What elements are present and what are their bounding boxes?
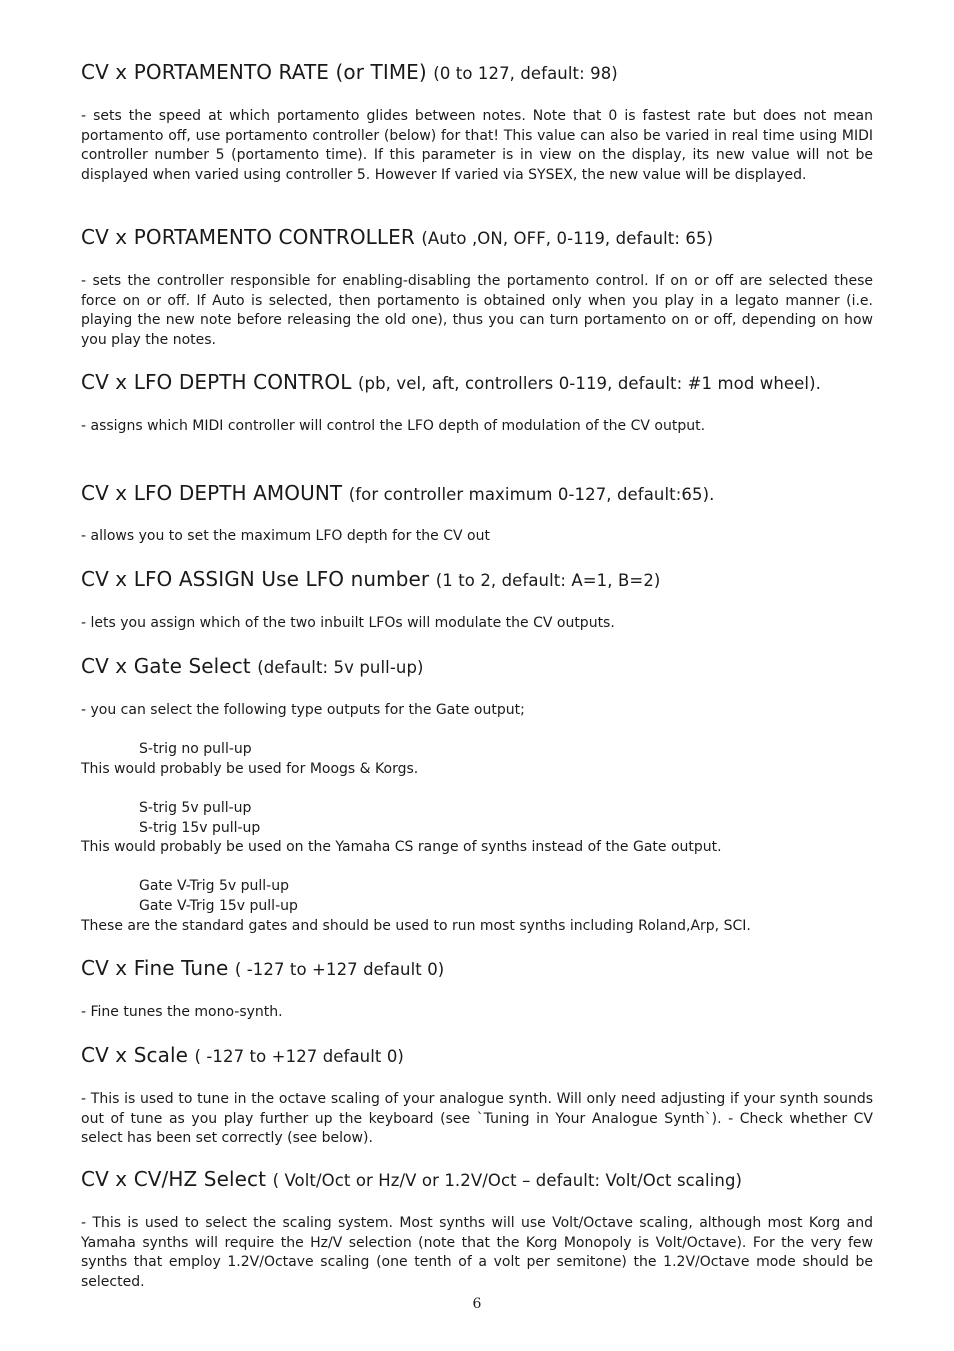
heading-title: CV x Gate Select <box>81 654 251 678</box>
gate-option: S-trig 15v pull-up <box>139 819 261 836</box>
heading-range: ( Volt/Oct or Hz/V or 1.2V/Oct – default: Volt/Oct scaling) <box>272 1171 743 1190</box>
section-body: - This is used to tune in the octave scaling of your analogue synth. Will only need adjusting if your synth sounds out of tune as you play further up the keyboard (see `Tuning in Your Analogue Synth`). - Check whether CV select has been set correctly (see below). <box>81 1091 873 1147</box>
section-lfo-depth-amount <box>81 481 873 547</box>
section-heading <box>81 481 873 507</box>
section-portamento-controller <box>81 225 873 350</box>
gate-option: S-trig 5v pull-up <box>139 799 252 816</box>
section-body: - This is used to select the scaling system. Most synths will use Volt/Octave scaling, although most Korg and Yamaha synths will require the Hz/V selection (note that the Korg Monopoly is Volt/Octave). For the very few synths that employ 1.2V/Octave scaling (one tenth of a volt per semitone) the 1.2V/Octave mode should be selected. <box>81 1215 873 1290</box>
heading-range: ( -127 to +127 default 0) <box>194 1047 404 1066</box>
gate-option-note: This would probably be used on the Yamaha CS range of synths instead of the Gate output. <box>81 839 722 856</box>
heading-title: CV x PORTAMENTO CONTROLLER <box>81 225 415 249</box>
section-heading <box>81 225 873 251</box>
section-heading <box>81 654 873 680</box>
page-number: 6 <box>472 1296 482 1312</box>
heading-range: (default: 5v pull-up) <box>257 658 424 677</box>
heading-range: (0 to 127, default: 98) <box>433 64 618 83</box>
heading-title: CV x Fine Tune <box>81 956 229 980</box>
heading-range: ( -127 to +127 default 0) <box>234 960 445 979</box>
heading-range: (pb, vel, aft, controllers 0-119, default: #1 mod wheel). <box>358 374 821 393</box>
heading-title: CV x LFO DEPTH AMOUNT <box>81 481 343 505</box>
gate-option: Gate V-Trig 5v pull-up <box>139 878 289 895</box>
heading-range: (1 to 2, default: A=1, B=2) <box>435 571 661 590</box>
section-lfo-assign <box>81 567 873 634</box>
section-body: - Fine tunes the mono-synth. <box>81 1004 283 1020</box>
section-heading <box>81 1043 873 1069</box>
gate-option-group <box>81 877 873 936</box>
gate-option: S-trig no pull-up <box>139 741 252 758</box>
heading-range: (for controller maximum 0-127, default:65). <box>348 485 715 504</box>
gate-option-group <box>81 799 873 858</box>
section-body: - allows you to set the maximum LFO depth for the CV out <box>81 528 490 544</box>
section-fine-tune <box>81 956 873 1023</box>
gate-option-note: This would probably be used for Moogs & Korgs. <box>81 760 419 777</box>
gate-option-note: These are the standard gates and should be used to run most synths including Roland,Arp, SCI. <box>81 917 751 934</box>
section-portamento-rate <box>81 60 873 185</box>
section-heading <box>81 1167 873 1193</box>
heading-title: CV x LFO DEPTH CONTROL <box>81 370 352 394</box>
section-lfo-depth-control <box>81 370 873 437</box>
heading-range: (Auto ,ON, OFF, 0-119, default: 65) <box>421 229 714 248</box>
section-gate-select <box>81 654 873 936</box>
section-body: - lets you assign which of the two inbuilt LFOs will modulate the CV outputs. <box>81 615 615 631</box>
gate-option-group <box>81 740 873 779</box>
heading-title: CV x PORTAMENTO RATE (or TIME) <box>81 60 427 84</box>
section-body: - sets the controller responsible for enabling-disabling the portamento control. If on or off are selected these force on or off. If Auto is selected, then portamento is obtained only when you play in a legato manner (i.e. playing the new note before releasing the old one), thus you can turn portamento on or off, depending on how you play the notes. <box>81 273 873 348</box>
gate-option: Gate V-Trig 15v pull-up <box>139 897 298 914</box>
heading-title: CV x Scale <box>81 1043 189 1067</box>
section-body: - assigns which MIDI controller will control the LFO depth of modulation of the CV output. <box>81 418 706 434</box>
heading-title: CV x CV/HZ Select <box>81 1167 267 1191</box>
section-cv-hz-select <box>81 1167 873 1292</box>
section-scale <box>81 1043 873 1149</box>
heading-title: CV x LFO ASSIGN Use LFO number <box>81 567 430 591</box>
section-heading <box>81 956 873 982</box>
section-body: - you can select the following type outputs for the Gate output; <box>81 702 525 718</box>
section-heading <box>81 567 873 593</box>
section-body: - sets the speed at which portamento glides between notes. Note that 0 is fastest rate but does not mean portamento off, use portamento controller (below) for that! This value can also be varied in real time using MIDI controller number 5 (portamento time). If this parameter is in view on the display, its new value will not be displayed when varied using controller 5. However If varied via SYSEX, the new value will be displayed. <box>81 108 873 183</box>
section-heading <box>81 370 873 396</box>
section-heading <box>81 60 873 86</box>
